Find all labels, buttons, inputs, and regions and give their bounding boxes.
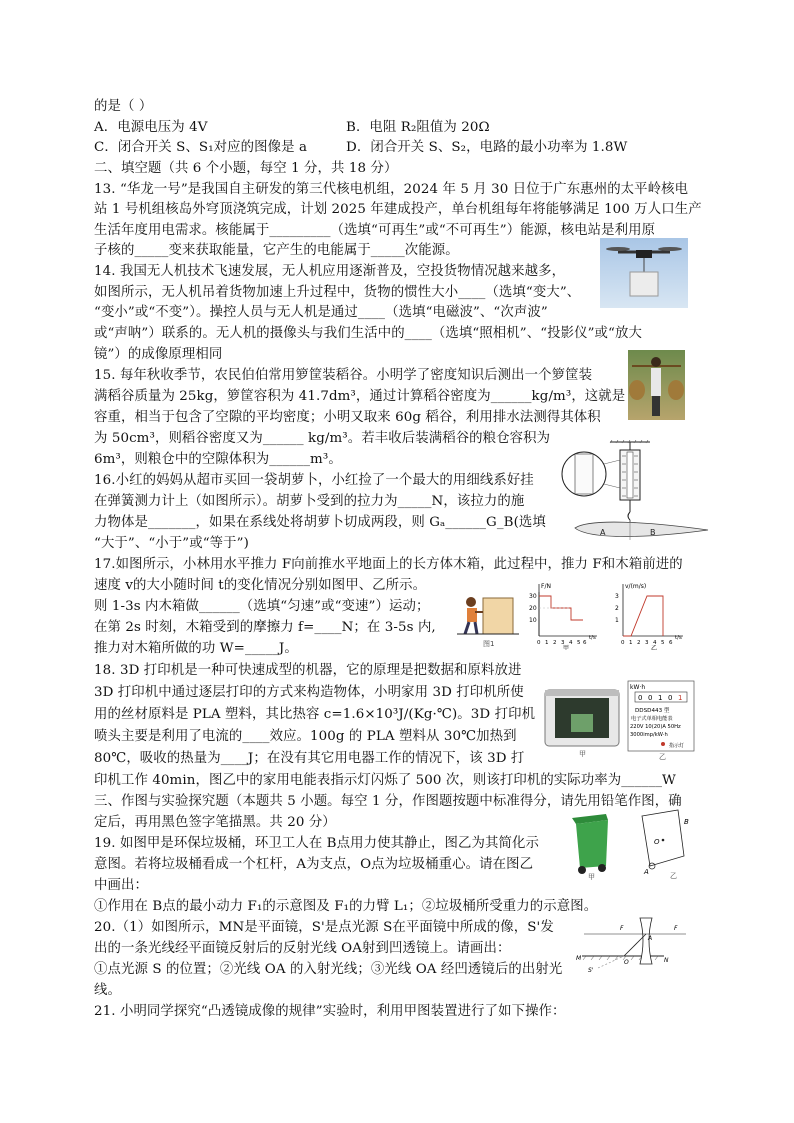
meter-icon — [627, 680, 697, 760]
meter-indicator: 指示灯 — [669, 743, 685, 749]
3d-printer-photo — [541, 680, 623, 758]
graph2-xtick: 0 — [621, 640, 625, 646]
meter-name: 电子式单相电能表 — [631, 716, 673, 722]
text-line: 镜”）的成像原理相同 — [94, 347, 223, 362]
text-line: 13. “华龙一号”是我国自主研发的第三代核电机组，2024 年 5 月 30 日位于广东惠州的太平岭核电 — [94, 182, 689, 197]
graph1-ylabel: F/N — [541, 583, 551, 590]
mirror-label-m: M — [576, 955, 582, 962]
mirror-lens-diagram — [574, 916, 692, 974]
graph2-ytick: 3 — [615, 593, 619, 600]
meter-digit: 0 — [638, 694, 643, 702]
text-line: 21. 小明同学探究“凸透镜成像的规律”实验时，利用甲图装置进行了如下操作： — [94, 1004, 566, 1019]
meter-digit: 1 — [678, 694, 683, 702]
graph1-xtick: 4 — [569, 640, 573, 646]
text-line: 站 1 号机组核岛外穹顶浇筑完成，计划 2025 年建成投产，单台机组每年将能够满足 100 万人口生产 — [94, 202, 702, 217]
force-time-graph — [527, 580, 599, 650]
text-line: “变小”或“不变”）。操控人员与无人机是通过____（选填“电磁波”、“次声波” — [94, 305, 548, 320]
text-line: 容重，相当于包含了空隙的平均密度；小明又取来 60g 稻谷，利用排水法测得其体积 — [94, 410, 601, 425]
meter-constant: 3000imp/kW·h — [630, 732, 668, 738]
velocity-time-graph — [611, 580, 691, 650]
lever-caption-a: 甲 — [588, 873, 595, 880]
image-label-s: S' — [588, 967, 594, 974]
mirror-label-n: N — [664, 957, 669, 964]
text-line: 用的丝材原料是 PLA 塑料，其比热容 c=1.6×10³J/(Kg·℃)。3D 打印机 — [94, 707, 536, 722]
graph2-ylabel: v/(m/s) — [625, 583, 647, 590]
focus-label: F — [620, 925, 624, 932]
text-line: 意图。若将垃圾桶看成一个杠杆，A为支点，O点为垃圾桶重心。请在图乙 — [94, 857, 534, 872]
text-line: 线。 — [94, 983, 121, 998]
text-line: 速度 v的大小随时间 t的变化情况分别如图甲、乙所示。 — [94, 578, 427, 593]
text-line: 16.小红的妈妈从超市买回一袋胡萝卜，小红捡了一个最大的用细线系好挂 — [94, 473, 534, 488]
graph2-ytick: 2 — [615, 605, 619, 612]
lever-label-b: B — [684, 818, 689, 826]
graph1-xlabel: t/s — [589, 635, 596, 641]
farmer-photo — [628, 350, 685, 420]
text-line: 3D 打印机中通过逐层打印的方式来构造物体，小明家用 3D 打印机所使 — [94, 685, 524, 700]
graph2-xlabel: t/s — [675, 635, 682, 641]
lever-label-a: A — [644, 868, 649, 876]
optics-svg — [574, 916, 692, 974]
graph1-xtick: 2 — [553, 640, 557, 646]
graph1-ytick: 20 — [529, 605, 537, 612]
spring-scale-icon — [560, 440, 710, 550]
text-line: 印机工作 40min，图乙中的家用电能表指示灯闪烁了 500 次，则该打印机的实际功率为______W — [94, 773, 676, 788]
text-line: 15. 每年秋收季节，农民伯伯常用箩筐装稻谷。小明学了密度知识后测出一个箩筐装 — [94, 368, 593, 383]
graph2-xtick: 1 — [629, 640, 633, 646]
text-line: 在弹簧测力计上（如图所示）。胡萝卜受到的拉力为_____N，该拉力的施 — [94, 494, 525, 509]
trash-can-figure — [566, 808, 696, 880]
text-line: 20.（1）如图所示，MN是平面镜，S'是点光源 S在平面镜中所成的像，S'发 — [94, 920, 554, 935]
point-label-a: A — [648, 935, 653, 942]
meter-digit: 0 — [668, 694, 673, 702]
electric-meter-figure — [627, 680, 697, 760]
person-pushing-icon — [455, 588, 521, 650]
option-b: B．电阻 R₂阻值为 20Ω — [346, 120, 490, 135]
text-line: 推力对木箱所做的功 W=_____J。 — [94, 641, 298, 656]
meter-digit: 1 — [658, 694, 663, 702]
graph1-ytick: 30 — [529, 593, 537, 600]
graph2-xtick: 5 — [661, 640, 665, 646]
text-line: 子核的_____变来获取能量，它产生的电能属于_____次能源。 — [94, 243, 459, 258]
text-line: 为 50cm³，则稻谷密度又为______ kg/m³。若丰收后装满稻谷的粮仓容积为 — [94, 431, 551, 446]
text-line: 中画出： — [94, 878, 148, 893]
option-c: C．闭合开关 S、S₁对应的图像是 a — [94, 140, 308, 155]
meter-digit: 0 — [648, 694, 653, 702]
option-d: D．闭合开关 S、S₂，电路的最小功率为 1.8W — [346, 140, 628, 155]
text-line: 则 1-3s 内木箱做______（选填“匀速”或“变速”）运动； — [94, 599, 430, 614]
graph1-xtick: 6 — [583, 640, 587, 646]
text-line: 18. 3D 打印机是一种可快速成型的机器，它的原理是把数据和原料放进 — [94, 663, 522, 678]
graph1-xtick: 5 — [577, 640, 581, 646]
indicator-light-icon — [661, 742, 665, 746]
text-line: 17.如图所示，小林用水平推力 F向前推水平地面上的长方体木箱，此过程中，推力 F和木箱前进的 — [94, 557, 683, 572]
fig1-caption: 图1 — [483, 640, 495, 648]
text-line: 出的一条光线经平面镜反射后的反射光线 OA射到凹透镜上。请画出： — [94, 941, 511, 956]
printer-icon — [541, 680, 623, 758]
graph2-xtick: 4 — [653, 640, 657, 646]
graph2-xtick: 6 — [669, 640, 673, 646]
carrot-label-a: A — [600, 528, 606, 537]
graph1-xtick: 1 — [545, 640, 549, 646]
text-line: 力物体是_______，如果在系线处将胡萝卜切成两段，则 Gₐ______G_B(选填 — [94, 515, 546, 530]
text-line: 满稻谷质量为 25kg，箩筐容积为 41.7dm³，通过计算稻谷密度为______kg/m³，这就是 — [94, 389, 626, 404]
graph2-xtick: 3 — [645, 640, 649, 646]
section-heading: 二、填空题（共 6 个小题，每空 1 分，共 18 分） — [94, 161, 398, 176]
point-label-o: O — [624, 959, 629, 966]
spring-scale-figure — [560, 440, 710, 550]
drone-icon — [600, 238, 688, 308]
text-line: ①点光源 S 的位置；②光线 OA 的入射光线；③光线 OA 经凹透镜后的出射光 — [94, 962, 563, 977]
graph2-caption: 乙 — [651, 645, 658, 650]
text-line: 6m³，则粮仓中的空隙体积为______m³。 — [94, 452, 342, 467]
meter-caption: 乙 — [659, 753, 666, 760]
text-line: 19. 如图甲是环保垃圾桶，环卫工人在 B点用力使其静止，图乙为其简化示 — [94, 836, 539, 851]
text-line: 定后，再用黑色签字笔描黑。共 20 分） — [94, 815, 336, 830]
push-box-figure — [455, 588, 521, 650]
text-line: 在第 2s 时刻，木箱受到的摩擦力 f=____N；在 3-5s 内, — [94, 620, 436, 635]
drone-photo — [600, 238, 688, 308]
force-graph-svg — [527, 580, 599, 650]
lever-label-o: O — [654, 838, 660, 846]
graph1-xtick: 0 — [537, 640, 541, 646]
graph1-caption: 甲 — [563, 645, 570, 650]
text-line: 80℃，吸收的热量为____J；在没有其它用电器工作的情况下，该 3D 打 — [94, 751, 525, 766]
section-heading: 三、作图与实验探究题（本题共 5 小题。每空 1 分，作图题按题中标准得分，请先用铅笔作图，确 — [94, 794, 682, 809]
lever-caption-b: 乙 — [670, 872, 677, 880]
text-line: ①作用在 B点的最小动力 F₁的示意图及 F₁的力臂 L₁；②垃圾桶所受重力的示意图。 — [94, 899, 598, 914]
farmer-icon — [628, 350, 685, 420]
meter-rating: 220V 10(20)A 50Hz — [630, 724, 681, 730]
text-line: 生活年度用电需求。核能属于_________（选填“可再生”或“不可再生”）能源，核电站是利用原 — [94, 223, 656, 238]
trash-can-icon — [566, 808, 696, 880]
text-line: 14. 我国无人机技术飞速发展，无人机应用逐渐普及，空投货物情况越来越多， — [94, 264, 566, 279]
graph1-ytick: 10 — [529, 617, 537, 624]
text-line: 或“声呐”）联系的。无人机的摄像头与我们生活中的____（选填“照相机”、“投影仪”或“放大 — [94, 326, 642, 341]
graph2-xtick: 2 — [637, 640, 641, 646]
printer-caption: 甲 — [579, 750, 586, 758]
graph2-ytick: 1 — [615, 617, 619, 624]
text-line: 喷头主要是利用了电流的____效应。100g 的 PLA 塑料从 30℃加热到 — [94, 729, 517, 744]
carrot-label-b: B — [650, 528, 656, 537]
velocity-graph-svg — [611, 580, 691, 650]
text-line: 如图所示，无人机吊着货物加速上升过程中，货物的惯性大小____（选填“变大”、 — [94, 285, 581, 300]
meter-model: DDSD443 型 — [635, 708, 670, 714]
graph1-xtick: 3 — [561, 640, 565, 646]
focus-label: F — [674, 925, 678, 932]
meter-unit: kW·h — [630, 684, 646, 691]
text-line: 的是（ ） — [94, 99, 153, 114]
text-line: “大于”、“小于”或“等于”) — [94, 536, 249, 551]
option-a: A．电源电压为 4V — [94, 120, 208, 135]
